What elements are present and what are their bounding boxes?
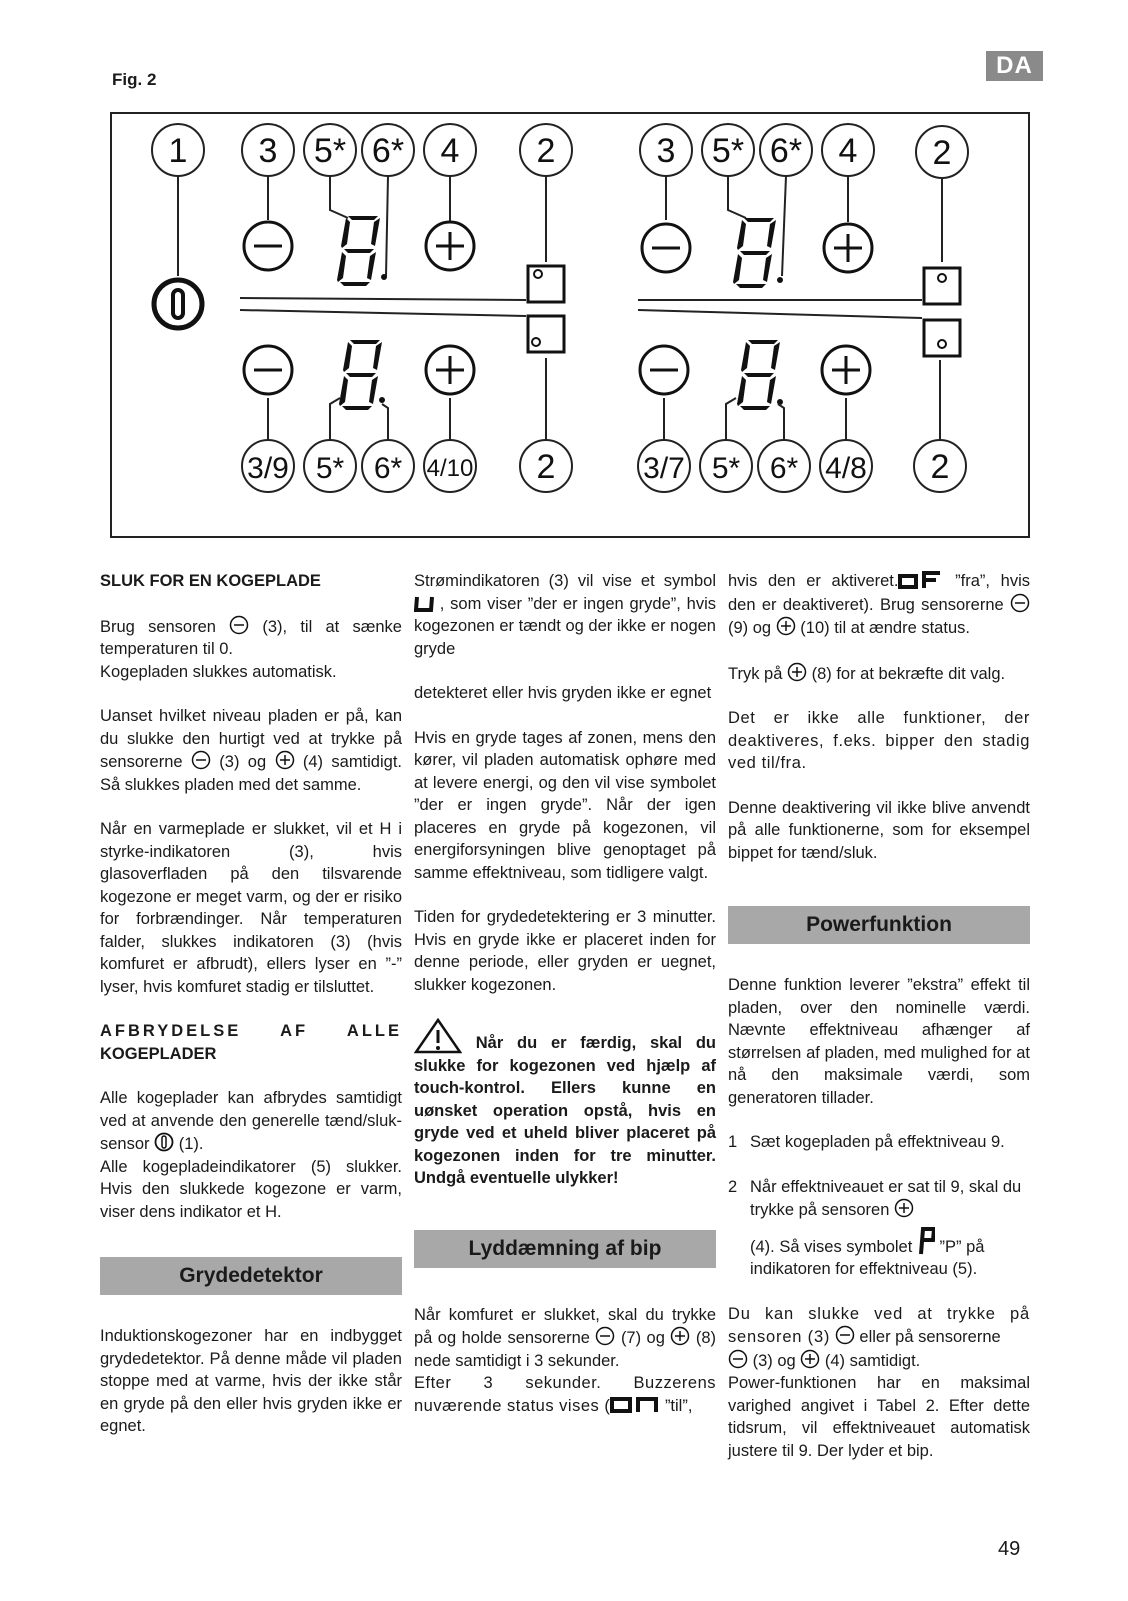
warning-paragraph: Når du er færdig, skal du slukke for kogezonen ved hjælp af touch-kontrol. Ellers kunne en uønsket operation opstå, hvis en gryde ved et uheld bliver placeret på kogezonen inden for tre minutter. Undgå eventuelle ulykker! xyxy=(414,1018,716,1190)
callout-text: 4/10 xyxy=(426,455,474,482)
minus-icon xyxy=(640,346,688,394)
right-panel xyxy=(638,124,968,492)
section-heading: SLUK FOR EN KOGEPLADE xyxy=(100,572,321,590)
paragraph: Uanset hvilket niveau pladen er på, kan du slukke den hurtigt ved at trykke på sensorerne (3) og (4) samtidigt. Så slukkes pladen med det samme. xyxy=(100,707,402,794)
callout-text: 3 xyxy=(656,132,676,170)
left-panel xyxy=(152,124,572,492)
paragraph: Denne deaktivering vil ikke blive anvendt på alle funktionerne, som for eksempel bippet for tænd/sluk. xyxy=(728,798,1030,862)
control-panel-diagram xyxy=(110,112,1030,538)
text-column-2 xyxy=(414,570,716,1439)
plus-icon xyxy=(670,1326,690,1346)
callout-text: 6* xyxy=(769,132,803,170)
paragraph: Tryk på (8) for at bekræfte dit valg. xyxy=(728,662,1030,686)
control-panel-drawing xyxy=(112,114,1028,536)
list-item: 1 Sæt kogepladen på effektniveau 9. xyxy=(728,1133,1005,1151)
paragraph: Tiden for grydedetektering er 3 minutter. Hvis en gryde ikke er placeret inden for denne periode, eller gryden er uegnet, slukker kogezonen. xyxy=(414,908,716,994)
callout-text: 4 xyxy=(440,132,460,170)
minus-icon xyxy=(728,1349,748,1369)
plus-icon xyxy=(800,1349,820,1369)
section-heading: AFBRYDELSE AF ALLE KOGEPLADER xyxy=(100,1022,402,1063)
list-item: 2 Når effektniveauet er sat til 9, skal du trykke på sensoren (4). Så vises symbolet ”P” på indikatoren for effektniveau (5). xyxy=(728,1177,1022,1278)
seven-segment-digit-icon xyxy=(733,218,776,288)
paragraph: Induktionskogezoner har en indbygget grydedetektor. På denne måde vil pladen stoppe med at varme, hvis der ikke står en gryde på den eller hvis gryden ikke er egnet. xyxy=(100,1327,402,1435)
paragraph: Du kan slukke ved at trykke på sensoren (3) eller på sensorerne (3) og (4) samtidigt. Power-funktionen har en maksimal varighed angivet i Tabel 2. Efter dette tidsrum, vil effektniveauet automatisk justere til 9. Der lyder et bip. xyxy=(728,1304,1030,1460)
text-column-3 xyxy=(728,570,1030,1484)
section-banner: Lyddæmning af bip xyxy=(414,1230,716,1268)
square-key-icon xyxy=(528,316,564,352)
paragraph: Strømindikatoren (3) vil vise et symbol , som viser ”der er ingen gryde”, hvis kogezonen er tændt og der ikke er nogen gryde xyxy=(414,572,716,658)
paragraph: Alle kogeplader kan afbrydes samtidigt ved at anvende den generelle tænd/sluk-sensor (1). Alle kogepladeindikatorer (5) slukker. Hvis den slukkede kogezone er varm, viser dens indikator et H. xyxy=(100,1089,402,1221)
callout-text: 3/9 xyxy=(247,452,289,485)
callout-text: 2 xyxy=(536,132,556,170)
paragraph: Denne funktion leverer ”ekstra” effekt til pladen, over den nominelle værdi. Nævnte effektniveau afhænger af størrelsen af pladen, med mulighed for at nå den maksimale værdi, som generatoren tillader. xyxy=(728,976,1030,1107)
text-column-1 xyxy=(100,570,402,1460)
plus-icon xyxy=(822,346,870,394)
section-banner: Grydedetektor xyxy=(100,1257,402,1295)
callout-text: 5* xyxy=(315,452,345,485)
paragraph: detekteret eller hvis gryden ikke er egnet xyxy=(414,684,712,702)
language-badge: DA xyxy=(986,51,1043,81)
paragraph: Det er ikke alle funktioner, der deaktiveres, f.eks. bipper den stadig ved til/fra. xyxy=(728,709,1030,772)
p-symbol-icon xyxy=(917,1227,935,1255)
minus-icon xyxy=(229,615,249,635)
callout-text: 4 xyxy=(838,132,858,170)
seven-segment-digit-icon xyxy=(339,340,382,410)
plus-icon xyxy=(275,750,295,770)
callout-text: 6* xyxy=(769,452,799,485)
plus-icon xyxy=(894,1198,914,1218)
paragraph: Når komfuret er slukket, skal du trykke på og holde sensorerne (7) og (8) nede samtidigt i 3 sekunder. Efter 3 sekunder. Buzzerens nuværende status vises ( ”til”, xyxy=(414,1305,717,1415)
callout-text: 5* xyxy=(711,132,745,170)
no-pot-symbol-icon xyxy=(414,596,434,612)
square-key-icon xyxy=(528,266,564,302)
paragraph: Hvis en gryde tages af zonen, mens den kører, vil pladen automatisk ophøre med at levere energi, og den vil vise symbolet ”der er ingen gryde”. Når der igen placeres en gryde på kogezonen, vil energiforsyningen blive genoptaget på samme effektniveau, som tidligere valgt. xyxy=(414,728,716,882)
minus-icon xyxy=(835,1325,855,1345)
seven-segment-digit-icon xyxy=(737,340,780,410)
callout-text: 3/7 xyxy=(643,452,685,485)
minus-icon xyxy=(1010,593,1030,613)
paragraph: Brug sensoren (3), til at sænke temperaturen til 0. Kogepladen slukkes automatisk. xyxy=(100,615,402,684)
callout-text: 5* xyxy=(313,132,347,170)
callout-text: 2 xyxy=(932,134,952,172)
plus-icon xyxy=(824,224,872,272)
page-number: 49 xyxy=(998,1538,1021,1560)
callout-text: 3 xyxy=(258,132,278,170)
minus-icon xyxy=(595,1326,615,1346)
plus-icon xyxy=(776,616,796,636)
seven-segment-digit-icon xyxy=(337,216,380,286)
callout-text: 2 xyxy=(930,448,950,486)
callout-text: 4/8 xyxy=(825,452,867,485)
callout-text: 6* xyxy=(371,132,405,170)
off-symbol-icon xyxy=(898,571,944,589)
callout-text: 6* xyxy=(373,452,403,485)
minus-icon xyxy=(191,750,211,770)
numbered-list xyxy=(728,1131,1030,1281)
plus-icon xyxy=(787,662,807,682)
power-icon xyxy=(154,280,202,328)
plus-icon xyxy=(426,346,474,394)
minus-icon xyxy=(244,222,292,270)
paragraph: hvis den er aktiveret. ”fra”, hvis den er deaktiveret). Brug sensorerne (9) og (10) til at ændre status. xyxy=(728,572,1030,637)
minus-icon xyxy=(244,346,292,394)
on-symbol-icon xyxy=(610,1396,660,1414)
callout-text: 1 xyxy=(168,132,188,170)
warning-icon xyxy=(414,1018,462,1054)
square-key-icon xyxy=(924,320,960,356)
figure-label: Fig. 2 xyxy=(112,70,157,89)
callout-text: 2 xyxy=(536,448,556,486)
callout-text: 5* xyxy=(711,452,741,485)
paragraph: Når en varmeplade er slukket, vil et H i styrke-indikatoren (3), hvis glasoverfladen på den tilsvarende kogezone er meget varm, og der er risiko for forbrændinger. Når temperaturen falder, slukkes indikatoren (3) (hvis komfuret er afbrudt), ellers lyser en ”-” lyser, hvis komfuret stadig er tilsluttet. xyxy=(100,820,402,996)
section-banner: Powerfunktion xyxy=(728,906,1030,944)
minus-icon xyxy=(642,224,690,272)
plus-icon xyxy=(426,222,474,270)
power-icon xyxy=(154,1132,174,1152)
